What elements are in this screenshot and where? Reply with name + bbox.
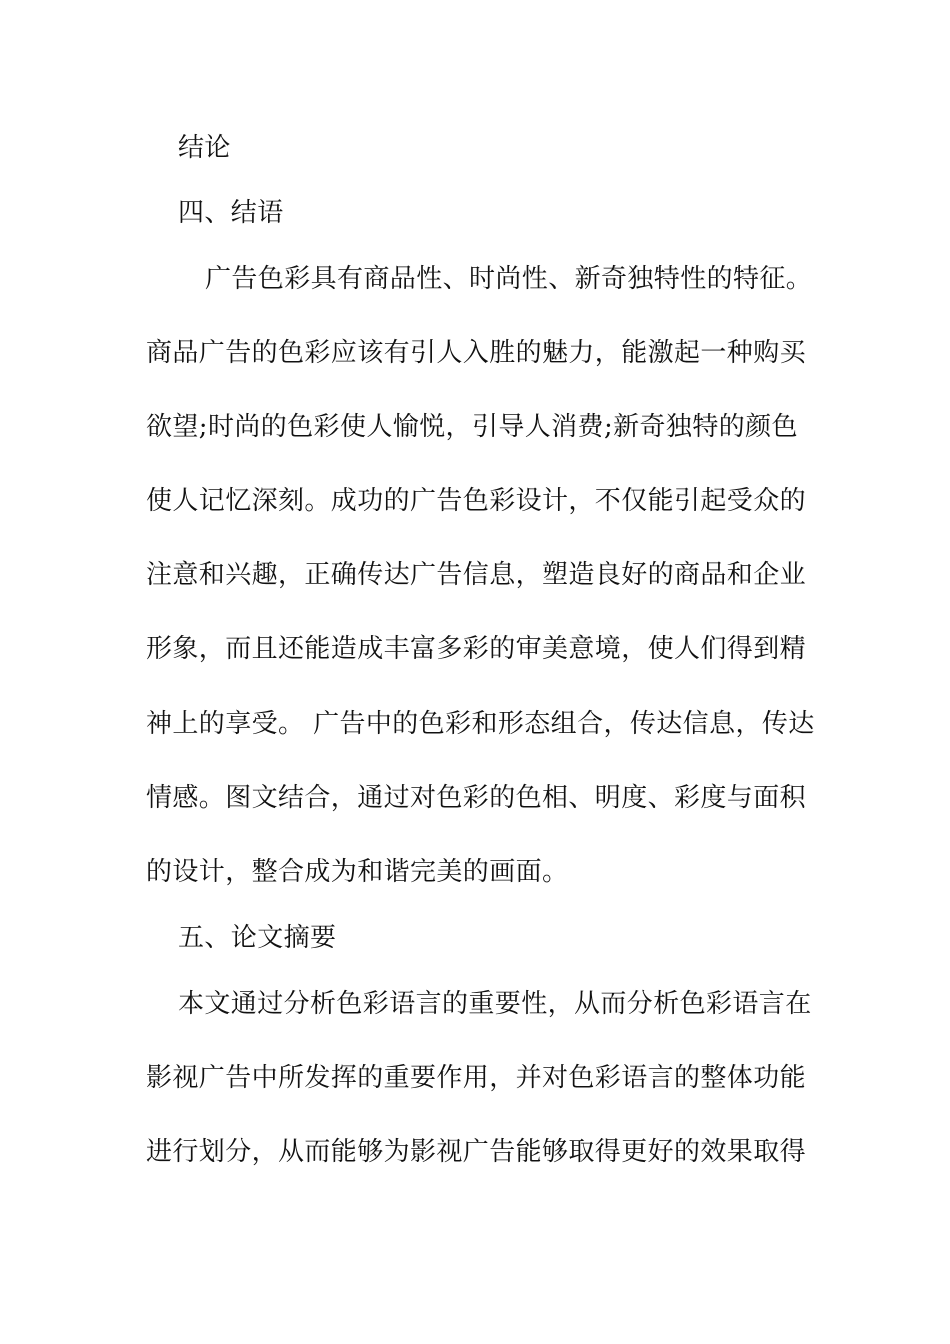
heading-section-five: 五、论文摘要 bbox=[178, 923, 337, 953]
paragraph-line: 情感。图文结合，通过对色彩的色相、明度、彩度与面积 bbox=[146, 783, 807, 813]
paragraph-line: 商品广告的色彩应该有引人入胜的魅力，能激起一种购买 bbox=[146, 338, 807, 368]
paragraph-line: 的设计，整合成为和谐完美的画面。 bbox=[146, 857, 569, 887]
paragraph-line: 影视广告中所发挥的重要作用，并对色彩语言的整体功能 bbox=[146, 1063, 807, 1093]
paragraph-line: 广告色彩具有商品性、时尚性、新奇独特性的特征。 bbox=[205, 264, 813, 294]
paragraph-line: 注意和兴趣，正确传达广告信息，塑造良好的商品和企业 bbox=[146, 560, 807, 590]
paragraph-line: 欲望;时尚的色彩使人愉悦，引导人消费;新奇独特的颜色 bbox=[146, 412, 798, 442]
heading-conclusion: 结论 bbox=[178, 133, 231, 163]
paragraph-line: 本文通过分析色彩语言的重要性，从而分析色彩语言在 bbox=[178, 989, 812, 1019]
paragraph-line: 形象，而且还能造成丰富多彩的审美意境，使人们得到精 bbox=[146, 634, 807, 664]
paragraph-line: 神上的享受。 广告中的色彩和形态组合，传达信息，传达 bbox=[146, 709, 815, 739]
paragraph-line: 进行划分，从而能够为影视广告能够取得更好的效果取得 bbox=[146, 1137, 807, 1167]
heading-section-four: 四、结语 bbox=[178, 198, 284, 228]
paragraph-line: 使人记忆深刻。成功的广告色彩设计，不仅能引起受众的 bbox=[146, 486, 807, 516]
